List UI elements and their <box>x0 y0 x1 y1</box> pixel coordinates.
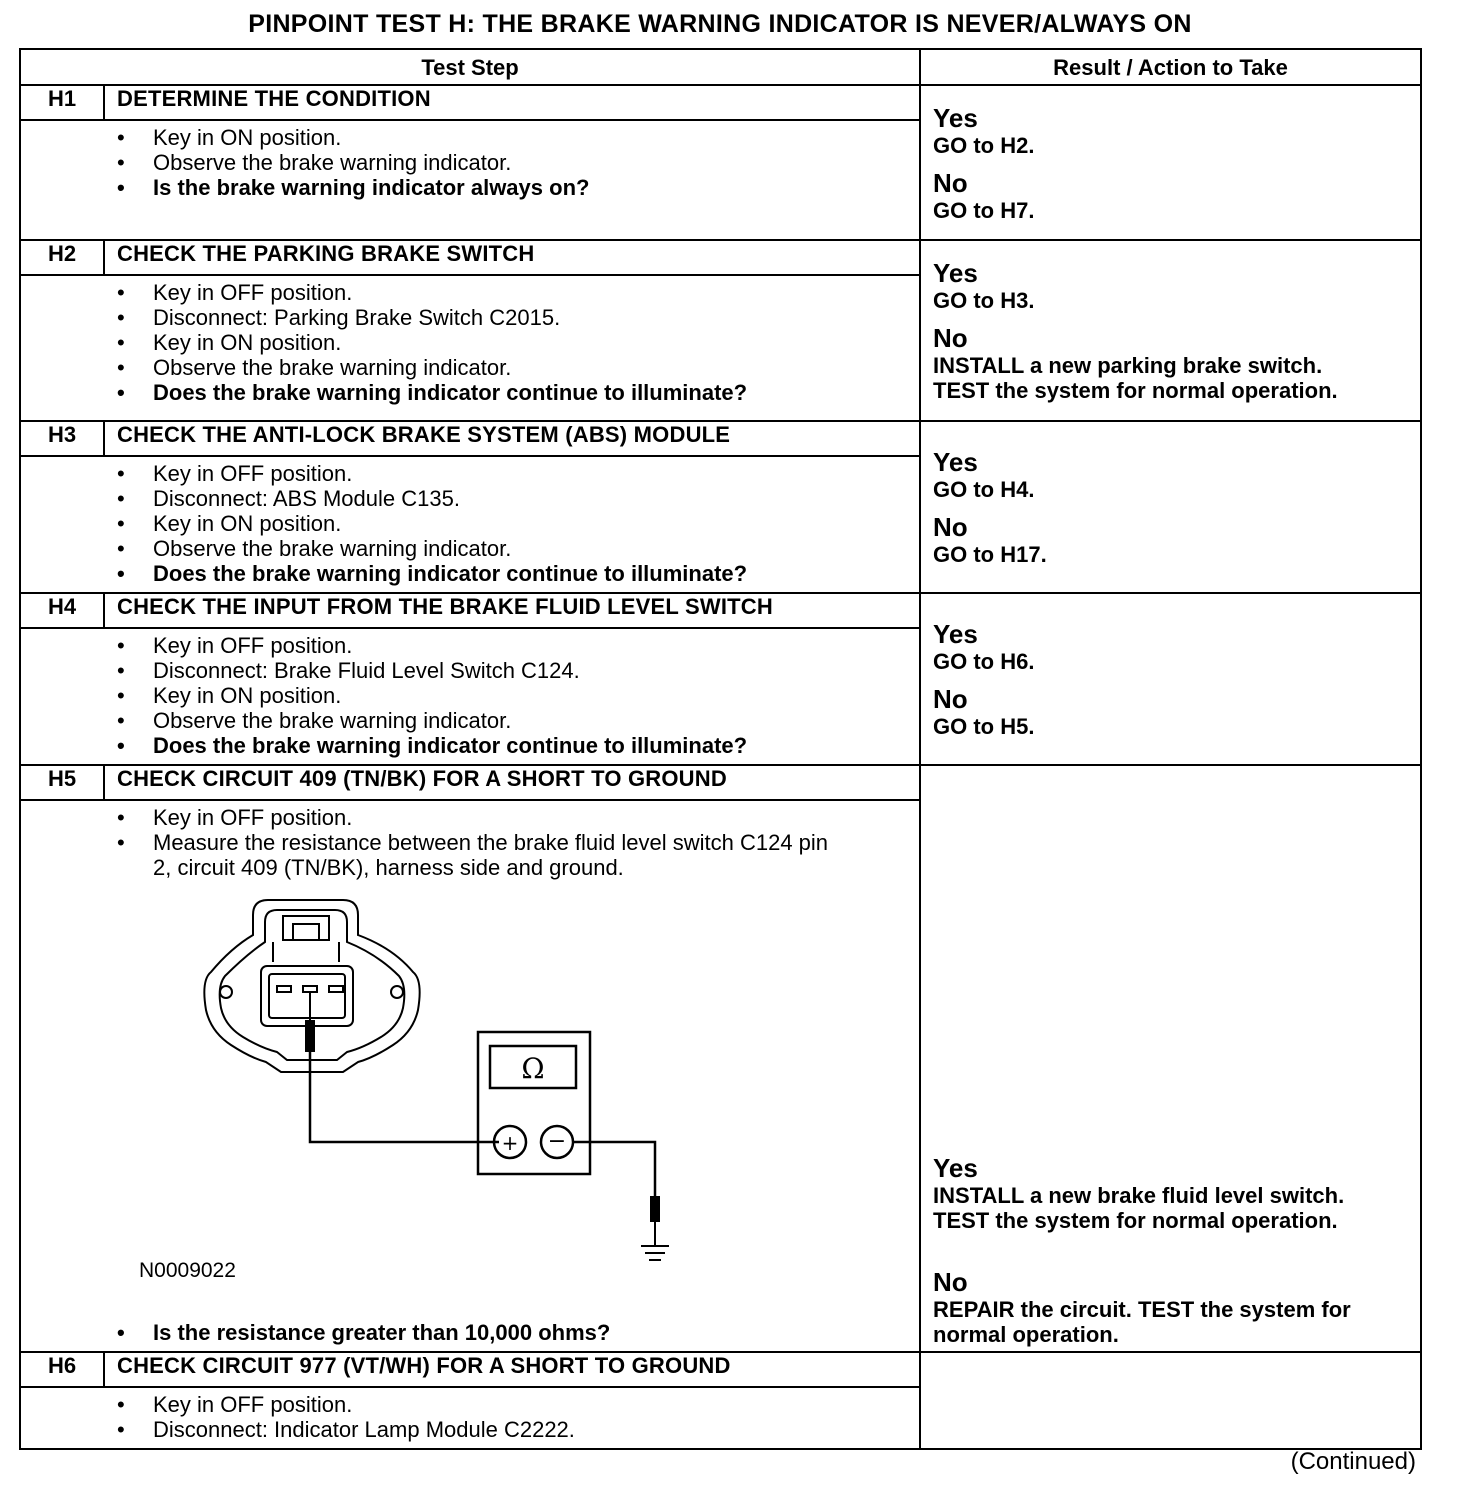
no-target-link: H7 <box>1000 197 1029 223</box>
meter-connection-figure <box>21 880 919 1320</box>
step-result <box>920 1352 1421 1449</box>
step-question: • Does the brake warning indicator continue to illuminate? <box>21 733 919 758</box>
positive-lead-wire <box>310 1052 499 1142</box>
list-item: • Disconnect: Parking Brake Switch C2015. <box>21 305 919 330</box>
list-item: • Key in ON position. <box>21 511 919 536</box>
ground-lead-wire <box>573 1142 655 1198</box>
step-question: • Does the brake warning indicator continue to illuminate? <box>21 561 919 586</box>
step-id: H5 <box>20 765 104 800</box>
yes-action: GO to H6. <box>933 649 1035 674</box>
yes-action: TEST the system for normal operation. <box>933 1208 1338 1233</box>
yes-label: Yes <box>933 447 978 477</box>
list-item: • Disconnect: Indicator Lamp Module C2222. <box>21 1417 919 1442</box>
list-item: • Observe the brake warning indicator. <box>21 150 919 175</box>
step-header-row <box>20 765 1421 800</box>
list-item: • Observe the brake warning indicator. <box>21 708 919 733</box>
list-item: • Key in OFF position. <box>21 1392 919 1417</box>
test-step-header: Test Step <box>20 49 920 85</box>
no-action: GO to H17. <box>933 542 1047 567</box>
connector-ohmmeter-diagram <box>21 880 721 1320</box>
no-action: normal operation. <box>933 1322 1119 1347</box>
yes-target-link: H3 <box>1000 288 1029 313</box>
step-body <box>20 456 920 593</box>
ground-symbol <box>641 1222 669 1260</box>
svg-text:−: − <box>547 1129 567 1154</box>
yes-target-link: H4 <box>1000 477 1029 502</box>
step-bullets <box>21 633 919 758</box>
step-title: CHECK THE PARKING BRAKE SWITCH <box>104 240 920 275</box>
step-header-row <box>20 593 1421 628</box>
no-label: No <box>933 1267 968 1297</box>
pinpoint-test-table <box>19 48 1422 1450</box>
step-header-row <box>20 85 1421 120</box>
step-body <box>20 120 920 240</box>
step-title: CHECK CIRCUIT 409 (TN/BK) FOR A SHORT TO GROUND <box>104 765 920 800</box>
step-header-row <box>20 421 1421 456</box>
result-header: Result / Action to Take <box>920 49 1421 85</box>
step-bullets <box>21 1320 919 1345</box>
step-id: H1 <box>20 85 104 120</box>
list-item: • Key in OFF position. <box>21 461 919 486</box>
list-item: • Key in ON position. <box>21 330 919 355</box>
step-result <box>920 421 1421 593</box>
yes-label: Yes <box>933 102 978 133</box>
yes-target-link: H2 <box>1000 132 1029 158</box>
step-id: H6 <box>20 1352 104 1387</box>
step-bullets <box>21 805 919 880</box>
no-action: GO to H7. <box>933 197 1035 223</box>
step-body <box>20 800 920 1352</box>
probe-tip <box>305 1020 315 1052</box>
step-bullets <box>21 1392 919 1442</box>
list-item: • Key in OFF position. <box>21 633 919 658</box>
step-header-row <box>20 240 1421 275</box>
continued-note: (Continued) <box>1290 1448 1416 1475</box>
step-id: H2 <box>20 240 104 275</box>
step-body <box>20 275 920 421</box>
yes-action: GO to H3. <box>933 288 1035 313</box>
list-item: • Key in OFF position. <box>21 280 919 305</box>
step-question: • Is the brake warning indicator always on? <box>21 175 919 200</box>
meter-symbol: Ω <box>521 1052 545 1085</box>
list-item: • Disconnect: ABS Module C135. <box>21 486 919 511</box>
no-label: No <box>933 512 968 542</box>
page-title: PINPOINT TEST H: THE BRAKE WARNING INDICATOR IS NEVER/ALWAYS ON <box>248 10 1192 38</box>
step-bullets <box>21 125 919 200</box>
step-title: CHECK CIRCUIT 977 (VT/WH) FOR A SHORT TO GROUND <box>104 1352 920 1387</box>
no-target-link: H17 <box>1000 542 1041 567</box>
list-item: • Key in ON position. <box>21 683 919 708</box>
step-title: DETERMINE THE CONDITION <box>104 85 920 120</box>
step-title: CHECK THE INPUT FROM THE BRAKE FLUID LEVEL SWITCH <box>104 593 920 628</box>
yes-action: GO to H2. <box>933 132 1035 158</box>
list-item: • Observe the brake warning indicator. <box>21 355 919 380</box>
step-title: CHECK THE ANTI-LOCK BRAKE SYSTEM (ABS) MODULE <box>104 421 920 456</box>
svg-text:+: + <box>501 1131 519 1155</box>
list-item: • Observe the brake warning indicator. <box>21 536 919 561</box>
ground-probe-tip <box>650 1196 660 1222</box>
yes-action: INSTALL a new brake fluid level switch. <box>933 1183 1345 1208</box>
figure-id: N0009022 <box>139 1259 236 1282</box>
step-question: • Does the brake warning indicator continue to illuminate? <box>21 380 919 405</box>
no-action: REPAIR the circuit. TEST the system for <box>933 1297 1351 1322</box>
step-header-row <box>20 1352 1421 1387</box>
yes-label: Yes <box>933 1153 978 1183</box>
no-label: No <box>933 684 968 714</box>
list-item: • Disconnect: Brake Fluid Level Switch C124. <box>21 658 919 683</box>
yes-action: GO to H4. <box>933 477 1035 502</box>
no-action: GO to H5. <box>933 714 1035 739</box>
step-result <box>920 240 1421 421</box>
step-body <box>20 1387 920 1449</box>
no-target-link: H5 <box>1000 714 1029 739</box>
yes-target-link: H6 <box>1000 649 1029 674</box>
no-label: No <box>933 323 968 353</box>
step-body <box>20 628 920 765</box>
step-bullets <box>21 461 919 586</box>
step-id: H4 <box>20 593 104 628</box>
list-item: • Key in OFF position. <box>21 805 919 830</box>
step-question: • Is the resistance greater than 10,000 ohms? <box>21 1320 919 1345</box>
yes-label: Yes <box>933 258 978 288</box>
step-bullets <box>21 280 919 405</box>
no-action: INSTALL a new parking brake switch. <box>933 353 1323 378</box>
step-result <box>920 593 1421 765</box>
step-result <box>920 85 1421 240</box>
no-action: TEST the system for normal operation. <box>933 378 1338 403</box>
table-header-row <box>20 49 1421 85</box>
no-label: No <box>933 167 968 198</box>
list-item: • Measure the resistance between the brake fluid level switch C124 pin 2, circuit 409 (TN/BK), harness side and ground. <box>21 830 919 880</box>
list-item: • Key in ON position. <box>21 125 919 150</box>
step-result <box>920 765 1421 1352</box>
yes-label: Yes <box>933 619 978 649</box>
step-id: H3 <box>20 421 104 456</box>
